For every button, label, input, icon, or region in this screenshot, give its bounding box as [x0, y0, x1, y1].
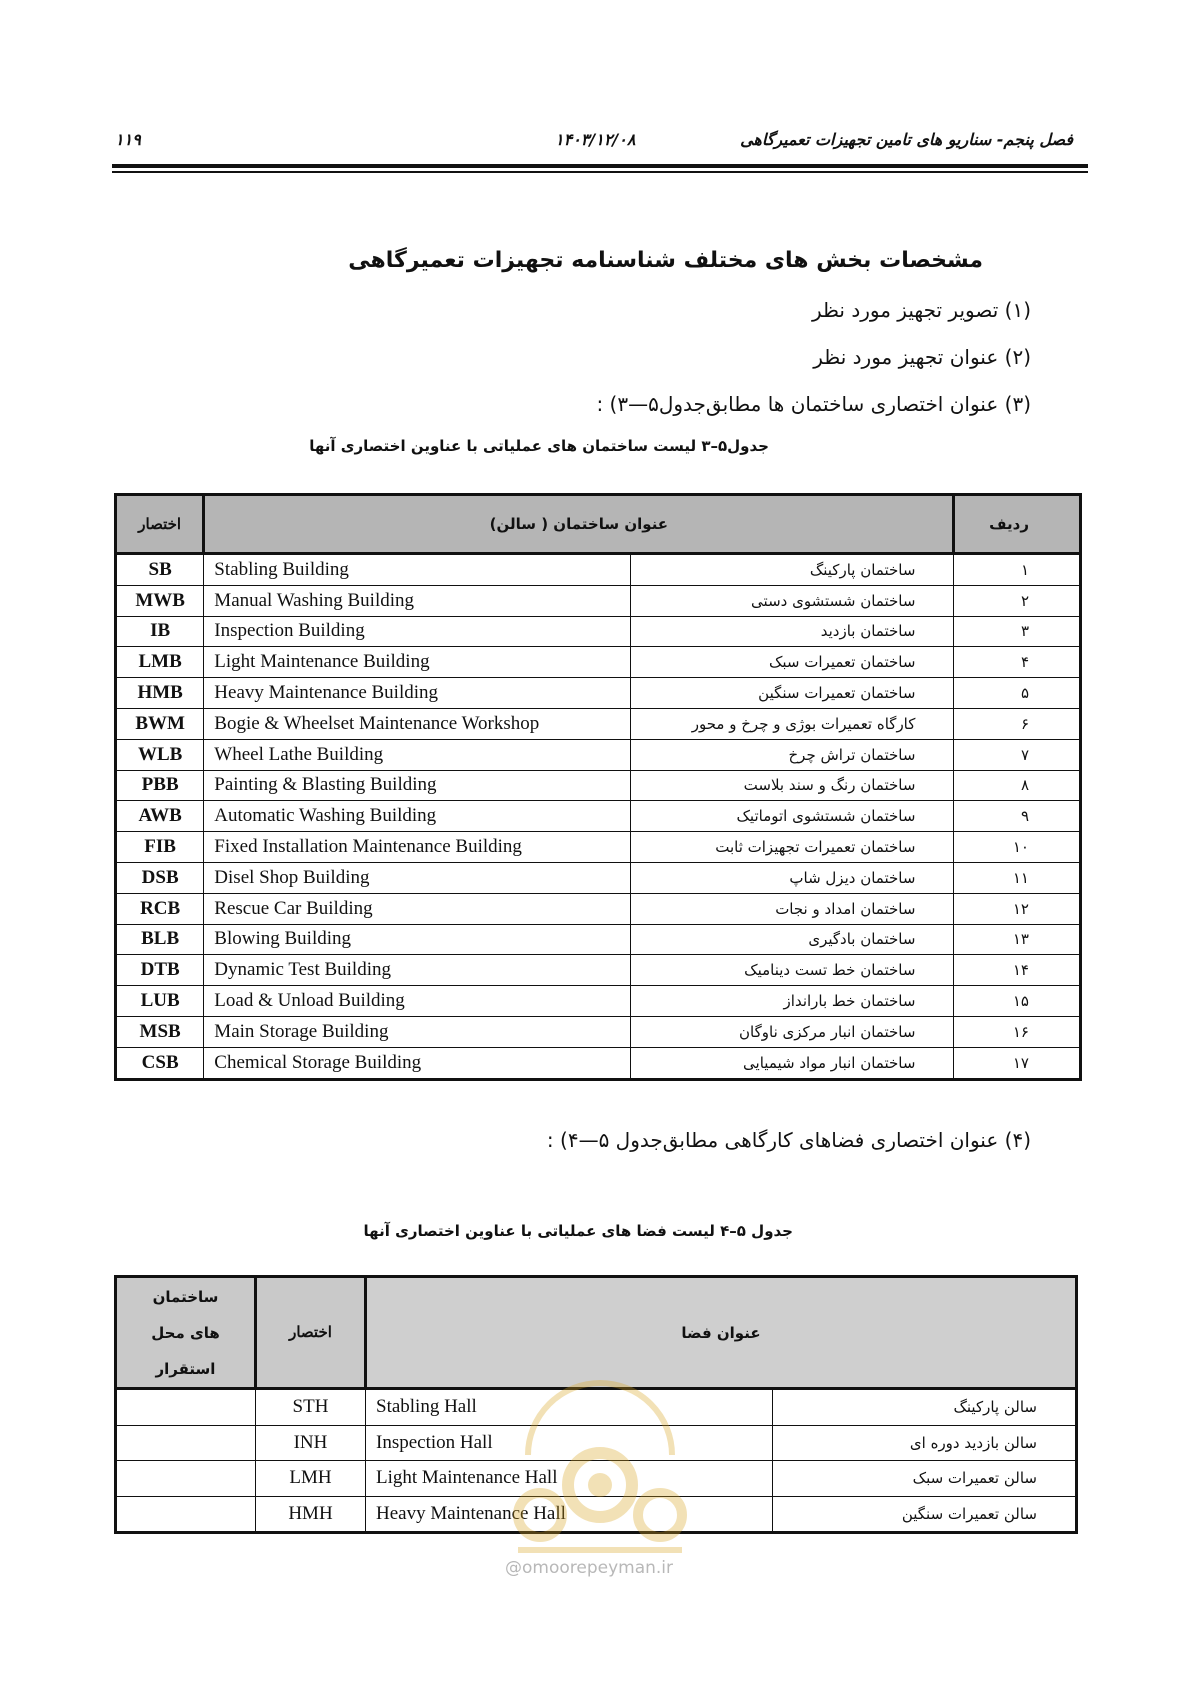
- section-title: مشخصات بخش های مختلف شناسنامه تجهیزات تعمیرگاهی: [348, 248, 983, 273]
- row-english-title: Fixed Installation Maintenance Building: [204, 832, 631, 863]
- row-abbr: WLB: [116, 739, 204, 770]
- row-english-title: Automatic Washing Building: [204, 801, 631, 832]
- table-header-row: [116, 1277, 1077, 1389]
- row-number: ۱۵: [954, 986, 1081, 1017]
- table-row: [116, 739, 1081, 770]
- row-english-title: Bogie & Wheelset Maintenance Workshop: [204, 708, 631, 739]
- row-english-title: Dynamic Test Building: [204, 955, 631, 986]
- row-english-title: Inspection Building: [204, 616, 631, 647]
- row-abbr: HMB: [116, 678, 204, 709]
- table-row: [116, 647, 1081, 678]
- row-abbr: FIB: [116, 832, 204, 863]
- row-persian-title: ساختمان تعمیرات سنگین: [631, 678, 954, 709]
- header-abbr: اختصار: [116, 495, 204, 554]
- row-persian-title: کارگاه تعمیرات بوژی و چرخ و محور: [631, 708, 954, 739]
- header-date: ۱۴۰۳/۱۲/۰۸: [555, 130, 636, 149]
- header-rule-thin: [112, 171, 1088, 173]
- row-abbr: LMB: [116, 647, 204, 678]
- row-english-title: Painting & Blasting Building: [204, 770, 631, 801]
- row-abbr: SB: [116, 554, 204, 586]
- table-row: [116, 1425, 1077, 1461]
- row-english-title: Heavy Maintenance Hall: [366, 1496, 773, 1533]
- row-english-title: Disel Shop Building: [204, 862, 631, 893]
- row-number: ۱۶: [954, 1016, 1081, 1047]
- row-number: ۱۴: [954, 955, 1081, 986]
- table-row: [116, 862, 1081, 893]
- row-persian-title: ساختمان بادگیری: [631, 924, 954, 955]
- header-building-line1: ساختمان: [152, 1287, 219, 1306]
- row-persian-title: سالن بازدید دوره ای: [773, 1425, 1077, 1461]
- page-number: ۱۱۹: [115, 130, 141, 149]
- table-row: [116, 616, 1081, 647]
- row-abbr: HMH: [256, 1496, 366, 1533]
- list-item-4: (۴) عنوان اختصاری فضاهای کارگاهی مطابق‌جدول ۵—۴) :: [546, 1128, 1031, 1152]
- table-row: [116, 1389, 1077, 1426]
- table-row: [116, 801, 1081, 832]
- row-number: ۱: [954, 554, 1081, 586]
- header-rule-thick: [112, 164, 1088, 168]
- table-row: [116, 585, 1081, 616]
- row-persian-title: ساختمان انبار مواد شیمیایی: [631, 1047, 954, 1079]
- table-row: [116, 770, 1081, 801]
- table-row: [116, 1496, 1077, 1533]
- row-english-title: Stabling Hall: [366, 1389, 773, 1426]
- header-title: عنوان فضا: [366, 1277, 1077, 1389]
- header-building: [116, 1277, 256, 1389]
- list-item-1: (۱) تصویر تجهیز مورد نظر: [811, 298, 1031, 322]
- row-persian-title: سالن پارکینگ: [773, 1389, 1077, 1426]
- chapter-title: فصل پنجم- سناریو های تامین تجهیزات تعمیرگاهی: [740, 130, 1073, 149]
- row-persian-title: ساختمان تعمیرات تجهیزات ثابت: [631, 832, 954, 863]
- header-row-number: ردیف: [954, 495, 1081, 554]
- row-number: ۱۱: [954, 862, 1081, 893]
- row-english-title: Light Maintenance Building: [204, 647, 631, 678]
- row-abbr: DSB: [116, 862, 204, 893]
- row-number: ۱۲: [954, 893, 1081, 924]
- row-english-title: Manual Washing Building: [204, 585, 631, 616]
- row-persian-title: ساختمان تراش چرخ: [631, 739, 954, 770]
- row-abbr: BWM: [116, 708, 204, 739]
- row-persian-title: ساختمان تعمیرات سبک: [631, 647, 954, 678]
- row-persian-title: ساختمان بازدید: [631, 616, 954, 647]
- row-abbr: LUB: [116, 986, 204, 1017]
- row-building: [116, 1461, 256, 1497]
- row-persian-title: ساختمان پارکینگ: [631, 554, 954, 586]
- table-header-row: [116, 495, 1081, 554]
- watermark-url: @omoorepeyman.ir: [505, 1558, 674, 1578]
- row-persian-title: ساختمان انبار مرکزی ناوگان: [631, 1016, 954, 1047]
- table-row: [116, 678, 1081, 709]
- row-english-title: Load & Unload Building: [204, 986, 631, 1017]
- row-abbr: BLB: [116, 924, 204, 955]
- row-number: ۶: [954, 708, 1081, 739]
- table-row: [116, 1461, 1077, 1497]
- row-number: ۴: [954, 647, 1081, 678]
- row-abbr: RCB: [116, 893, 204, 924]
- spaces-table: [114, 1275, 1078, 1534]
- table-row: [116, 554, 1081, 586]
- table-row: [116, 955, 1081, 986]
- row-persian-title: ساختمان خط تست دینامیک: [631, 955, 954, 986]
- row-building: [116, 1496, 256, 1533]
- buildings-table: [114, 493, 1082, 1081]
- row-number: ۲: [954, 585, 1081, 616]
- row-abbr: LMH: [256, 1461, 366, 1497]
- row-abbr: PBB: [116, 770, 204, 801]
- row-number: ۹: [954, 801, 1081, 832]
- table-row: [116, 708, 1081, 739]
- row-english-title: Inspection Hall: [366, 1425, 773, 1461]
- row-english-title: Heavy Maintenance Building: [204, 678, 631, 709]
- row-persian-title: ساختمان امداد و نجات: [631, 893, 954, 924]
- list-item-3: (۳) عنوان اختصاری ساختمان ها مطابق‌جدول۵—۳) :: [596, 392, 1031, 416]
- row-english-title: Chemical Storage Building: [204, 1047, 631, 1079]
- row-abbr: CSB: [116, 1047, 204, 1079]
- row-number: ۷: [954, 739, 1081, 770]
- table1-caption: جدول۵–۳ لیست ساختمان های عملیاتی با عناوین اختصاری آنها: [309, 437, 769, 455]
- row-abbr: MSB: [116, 1016, 204, 1047]
- row-persian-title: ساختمان خط بارانداز: [631, 986, 954, 1017]
- row-persian-title: سالن تعمیرات سبک: [773, 1461, 1077, 1497]
- row-english-title: Stabling Building: [204, 554, 631, 586]
- row-abbr: IB: [116, 616, 204, 647]
- table-row: [116, 924, 1081, 955]
- table2-caption: جدول ۵–۴ لیست فضا های عملیاتی با عناوین اختصاری آنها: [363, 1222, 793, 1240]
- row-english-title: Light Maintenance Hall: [366, 1461, 773, 1497]
- row-number: ۱۰: [954, 832, 1081, 863]
- header-building-line3: استقرار: [155, 1359, 216, 1378]
- table-row: [116, 1016, 1081, 1047]
- table-row: [116, 893, 1081, 924]
- row-persian-title: ساختمان رنگ و سند بلاست: [631, 770, 954, 801]
- row-english-title: Main Storage Building: [204, 1016, 631, 1047]
- row-persian-title: ساختمان دیزل شاپ: [631, 862, 954, 893]
- row-english-title: Rescue Car Building: [204, 893, 631, 924]
- row-english-title: Blowing Building: [204, 924, 631, 955]
- row-abbr: AWB: [116, 801, 204, 832]
- row-persian-title: ساختمان شستشوی دستی: [631, 585, 954, 616]
- header-building-line2: های محل: [151, 1323, 220, 1342]
- header-title: عنوان ساختمان ( سالن): [204, 495, 954, 554]
- row-abbr: MWB: [116, 585, 204, 616]
- row-abbr: INH: [256, 1425, 366, 1461]
- row-number: ۵: [954, 678, 1081, 709]
- table-row: [116, 986, 1081, 1017]
- row-number: ۱۷: [954, 1047, 1081, 1079]
- row-number: ۳: [954, 616, 1081, 647]
- row-persian-title: ساختمان شستشوی اتوماتیک: [631, 801, 954, 832]
- table-row: [116, 832, 1081, 863]
- row-abbr: STH: [256, 1389, 366, 1426]
- row-abbr: DTB: [116, 955, 204, 986]
- row-building: [116, 1389, 256, 1426]
- table-row: [116, 1047, 1081, 1079]
- header-abbr: اختصار: [256, 1277, 366, 1389]
- row-persian-title: سالن تعمیرات سنگین: [773, 1496, 1077, 1533]
- row-building: [116, 1425, 256, 1461]
- row-number: ۱۳: [954, 924, 1081, 955]
- list-item-2: (۲) عنوان تجهیز مورد نظر: [813, 345, 1031, 369]
- row-english-title: Wheel Lathe Building: [204, 739, 631, 770]
- row-number: ۸: [954, 770, 1081, 801]
